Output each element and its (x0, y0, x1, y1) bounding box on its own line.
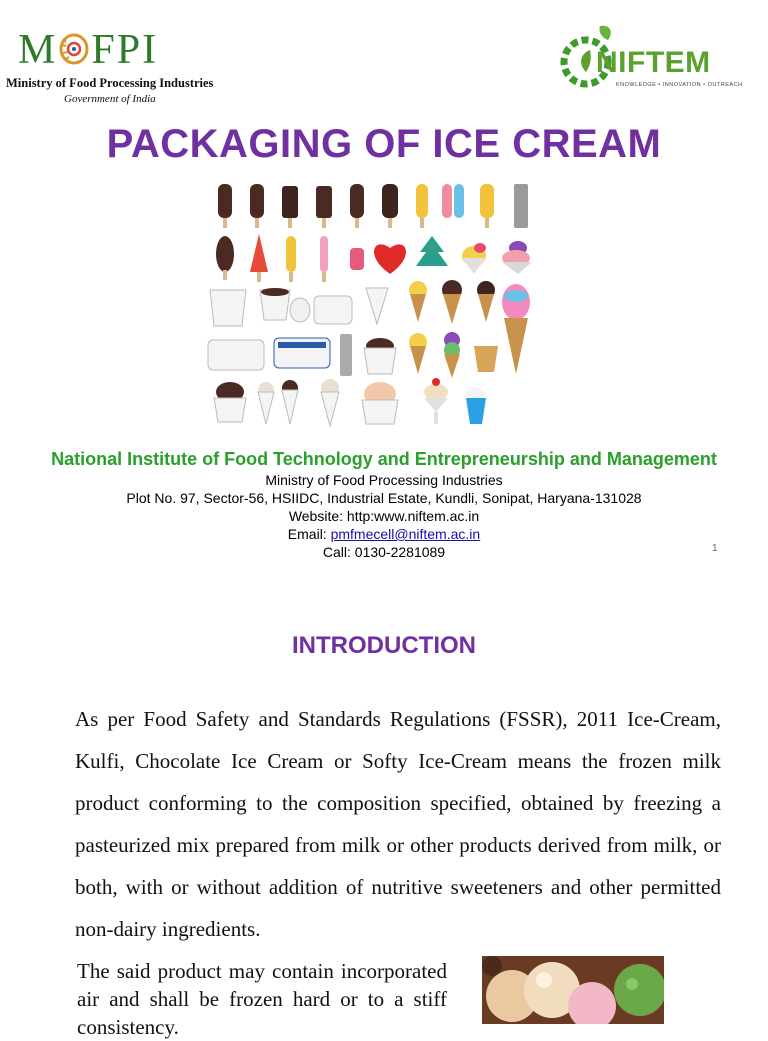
ice-cream-collage-image (204, 178, 540, 430)
niftem-wordmark: NIFTEM (596, 46, 711, 79)
mofpi-logo (4, 18, 214, 110)
institute-address: Plot No. 97, Sector-56, HSIIDC, Industrial Estate, Kundli, Sonipat, Haryana-131028 (126, 490, 642, 506)
wheat-emblem-icon (57, 29, 91, 67)
niftem-tagline: KNOWLEDGE • INNOVATION • OUTREACH (616, 82, 743, 88)
section-heading: INTRODUCTION (292, 632, 476, 659)
mofpi-letter-m: M (18, 27, 58, 73)
niftem-logo (556, 20, 743, 98)
institute-name: National Institute of Food Technology and Entrepreneurship and Management (51, 449, 717, 469)
page-number: 1 (712, 543, 718, 554)
institute-ministry: Ministry of Food Processing Industries (265, 472, 503, 488)
page-title: PACKAGING OF ICE CREAM (106, 122, 662, 166)
mofpi-government-text: Government of India (64, 93, 156, 105)
email-link[interactable]: pmfmecell@niftem.ac.in (330, 526, 481, 542)
institute-phone: Call: 0130-2281089 (322, 544, 446, 560)
popsicle-row-1-icon (218, 184, 528, 228)
mofpi-ministry-text: Ministry of Food Processing Industries (6, 76, 214, 90)
institute-email-line (0, 526, 768, 542)
email-label: Email: (287, 526, 331, 542)
intro-paragraph: As per Food Safety and Standards Regulations (FSSR), 2011 Ice-Cream, Kulfi, Chocolate Ice Cream or Softy Ice-Cream means the frozen milk product conforming to the composition specified, obtained by freezing a pasteurized mix prepared from milk or other products derived from milk, or both, with or without addition of nutritive sweeteners and other permitted non-dairy ingredients. (75, 707, 721, 941)
institute-website: Website: http:www.niftem.ac.in (288, 508, 480, 524)
ice-cream-scoops-photo (482, 956, 664, 1024)
popsicle-row-2-icon (216, 234, 532, 282)
containers-row-4-icon (208, 332, 498, 378)
second-paragraph: The said product may contain incorporated air and shall be frozen hard or to a stiff consistency. (77, 959, 447, 1039)
mofpi-wordmark (18, 26, 158, 74)
mofpi-letters-fpi: FPI (91, 27, 159, 73)
cups-row-5-icon (214, 378, 486, 426)
